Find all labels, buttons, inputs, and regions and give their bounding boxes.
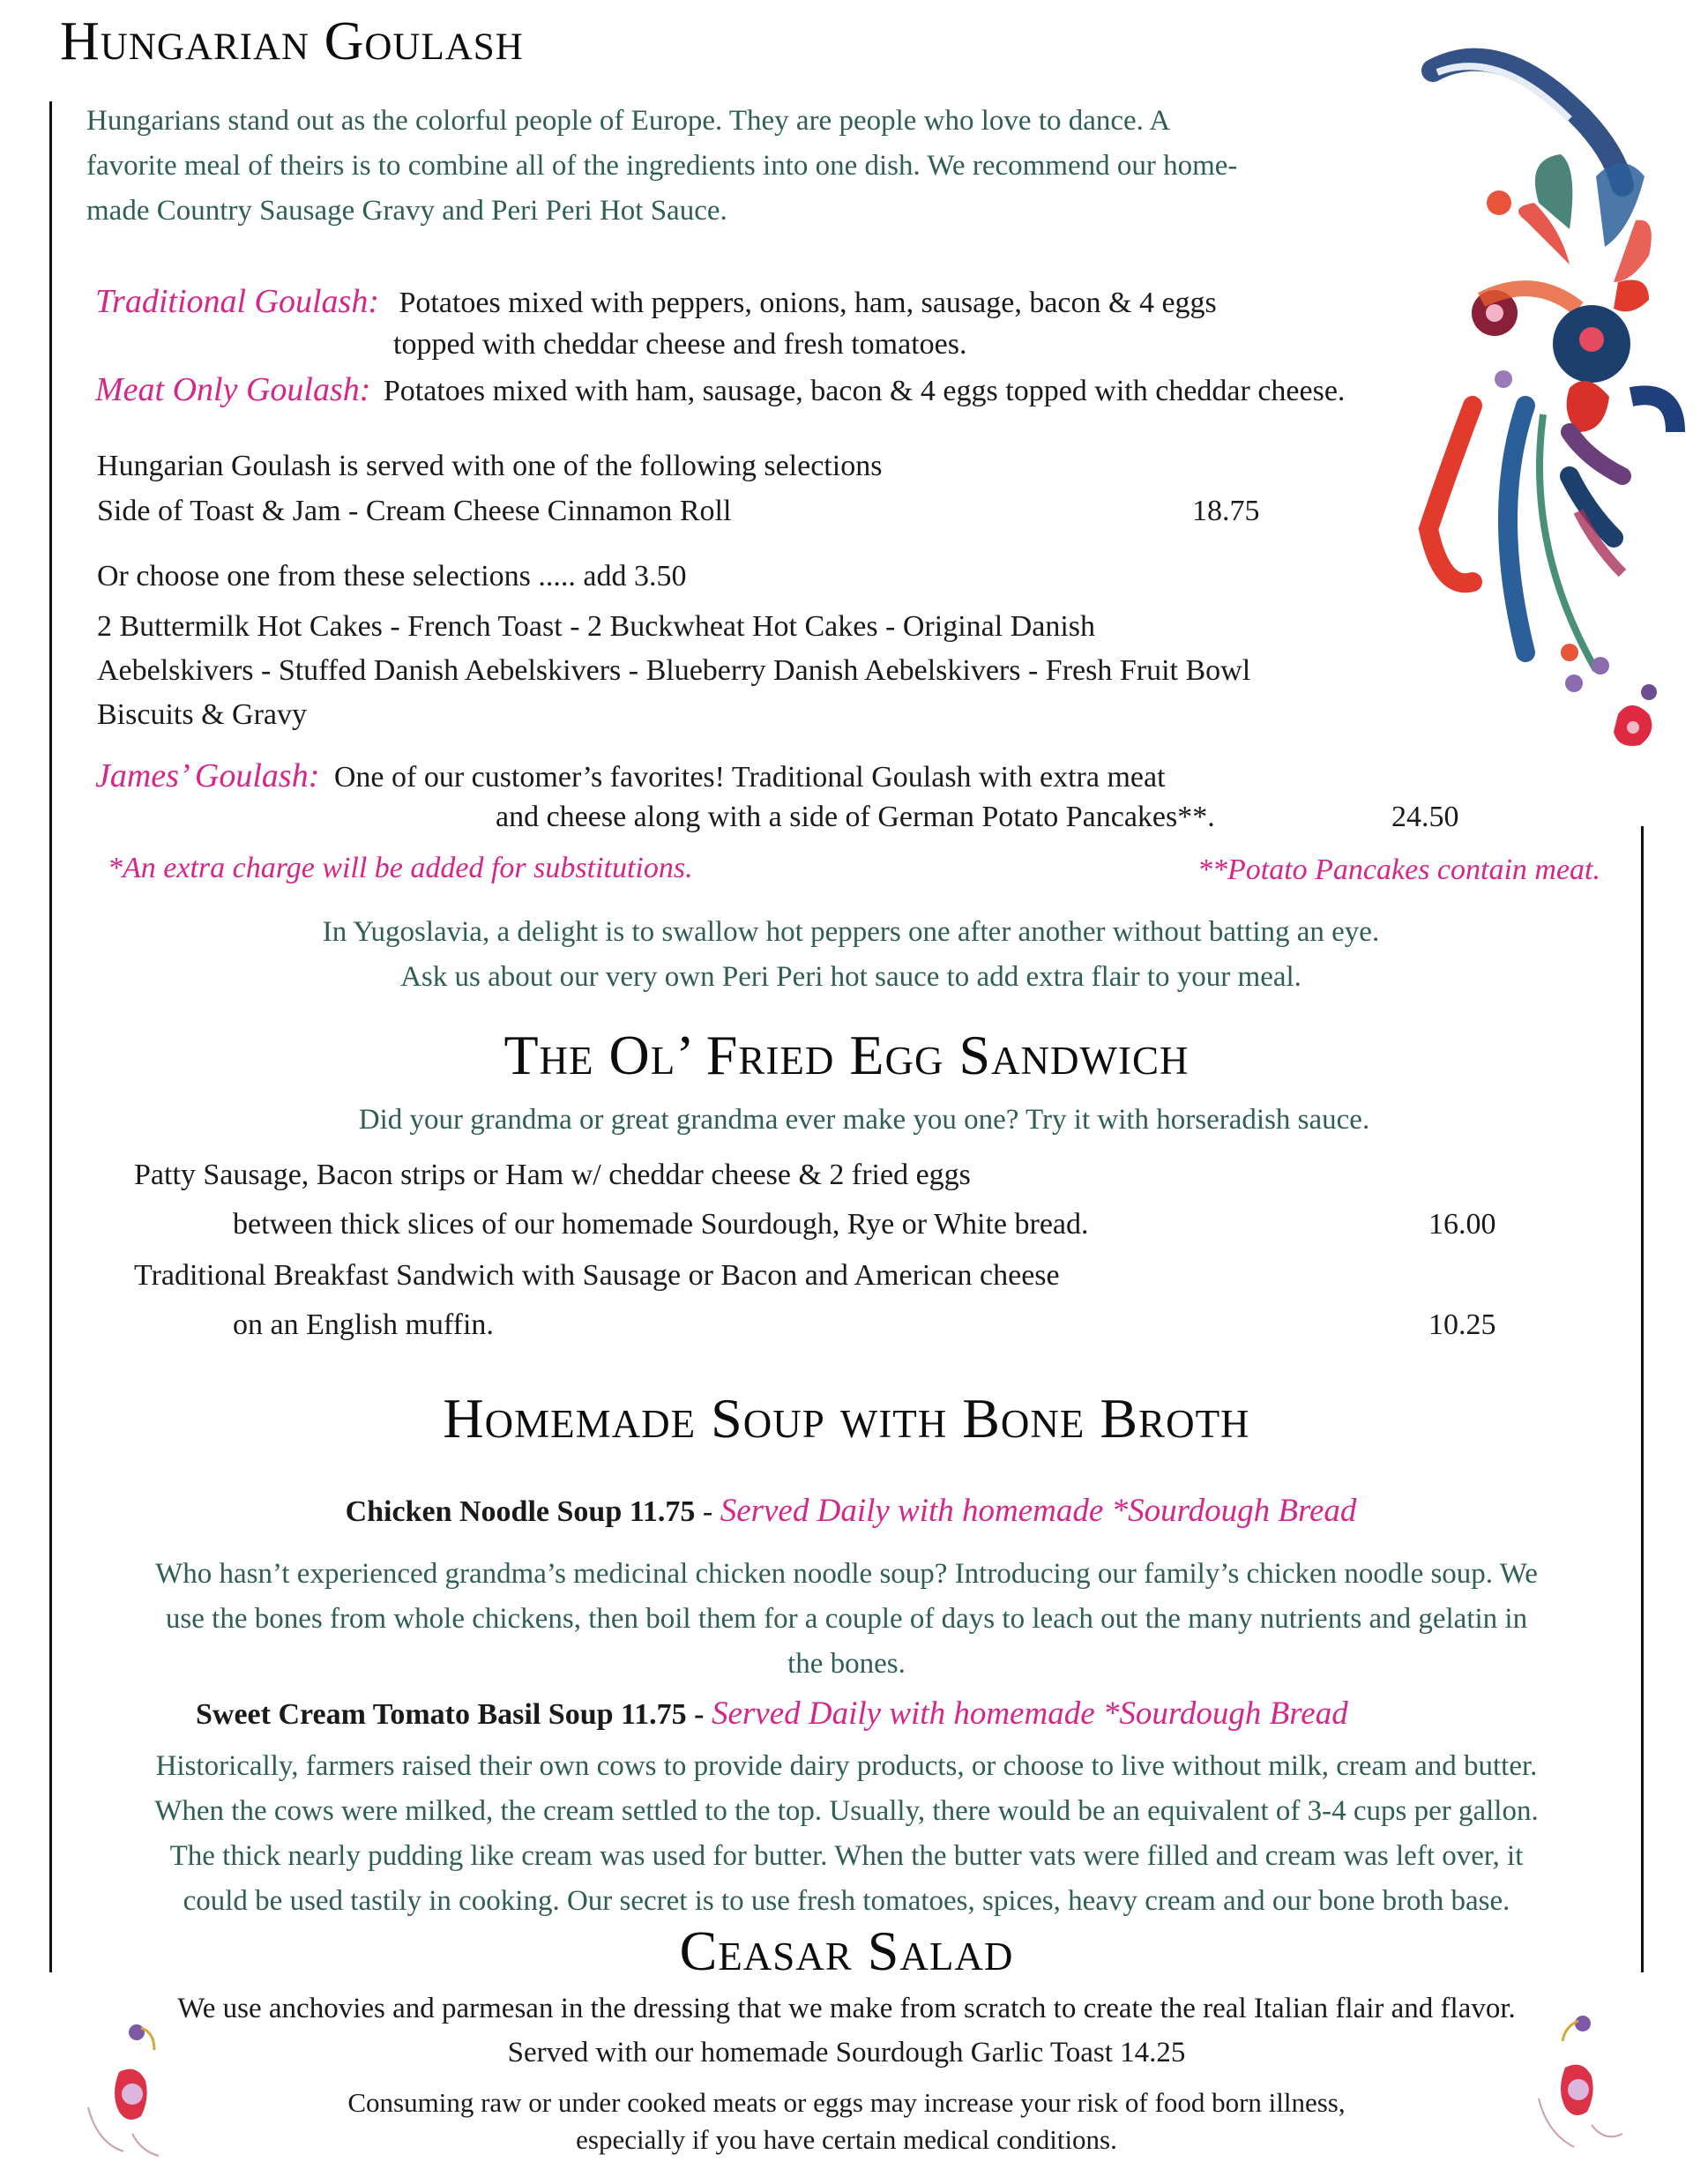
chicken-noodle-soup-header [0,1492,1693,1530]
salad-section-title: Ceasar Salad [679,1919,1014,1982]
soup-section-title: Homemade Soup with Bone Broth [443,1387,1250,1450]
james-goulash-label: James’ Goulash: [95,757,320,794]
traditional-goulash-desc-cont: topped with cheddar cheese and fresh tomatoes. [393,328,967,361]
meat-only-goulash-label: Meat Only Goulash: [95,371,371,408]
yugoslavia-note-line: In Yugoslavia, a delight is to swallow hot peppers one after another without batting an eye. [322,916,1380,948]
tomato-basil-desc-line: The thick nearly pudding like cream was used for butter. When the butter vats were filled and cream was left over, it [169,1840,1524,1872]
goulash-intro-line: made Country Sausage Gravy and Peri Peri Hot Sauce. [86,195,727,227]
egg-sandwich-section-title: The Ol’ Fried Egg Sandwich [503,1024,1190,1086]
egg-sandwich-item-1-price: 16.00 [1428,1208,1496,1241]
traditional-goulash-item [95,282,1217,321]
james-goulash-desc-cont: and cheese along with a side of German Potato Pancakes**. [496,801,1215,833]
meat-only-goulash-item [95,370,1345,409]
chicken-noodle-served: Served Daily with homemade *Sourdough Bread [720,1493,1357,1529]
goulash-intro [86,99,1237,234]
substitution-note: *An extra charge will be added for substitutions. [108,852,693,884]
chicken-noodle-soup-name: Chicken Noodle Soup 11.75 [345,1495,696,1528]
yugoslavia-note [0,910,1693,1000]
chicken-noodle-desc-line: Who hasn’t experienced grandma’s medicinal chicken noodle soup? Introducing our family’s chicken noodle soup. We [155,1558,1538,1590]
egg-sandwich-item-2-price: 10.25 [1428,1308,1496,1341]
james-goulash-item [95,757,1166,795]
or-choose-text: Or choose one from these selections ..... add 3.50 [97,560,687,593]
tomato-basil-desc-line: could be used tastily in cooking. Our secret is to use fresh tomatoes, spices, heavy cream and our bone broth base. [183,1885,1510,1917]
served-with-text: Hungarian Goulash is served with one of the following selections [97,450,883,482]
pancakes-note: **Potato Pancakes contain meat. [1197,853,1601,886]
upgrade-options-line: Aebelskivers - Stuffed Danish Aebelskivers - Blueberry Danish Aebelskivers - Fresh Fruit Bowl [97,654,1251,687]
chicken-noodle-desc-line: the bones. [787,1648,906,1680]
goulash-intro-line: Hungarians stand out as the colorful people of Europe. They are people who love to dance. A [86,105,1171,137]
chicken-noodle-desc [0,1552,1693,1687]
egg-sandwich-tagline: Did your grandma or great grandma ever make you one? Try it with horseradish sauce. [358,1104,1370,1136]
tomato-basil-desc-line: When the cows were milked, the cream settled to the top. Usually, there would be an equivalent of 3-4 cups per gallon. [154,1795,1539,1827]
tomato-basil-desc [0,1744,1693,1924]
yugoslavia-note-line: Ask us about our very own Peri Peri hot sauce to add extra flair to your meal. [400,961,1301,993]
salad-desc: We use anchovies and parmesan in the dressing that we make from scratch to create the real Italian flair and flavor. [177,1993,1516,2024]
rosemaling-flourish-icon [1393,18,1693,776]
tomato-basil-soup-name: Sweet Cream Tomato Basil Soup 11.75 [196,1698,687,1731]
tomato-basil-served: Served Daily with homemade *Sourdough Bread [711,1696,1348,1732]
tomato-basil-soup-header [196,1695,1348,1733]
food-safety-disclaimer [0,2084,1693,2158]
traditional-goulash-label: Traditional Goulash: [95,283,379,320]
egg-sandwich-item-1-desc: between thick slices of our homemade Sourdough, Rye or White bread. [233,1208,1089,1241]
upgrade-options-list [97,605,1250,737]
tomato-basil-desc-line: Historically, farmers raised their own cows to provide dairy products, or choose to live without milk, cream and butter. [155,1750,1538,1782]
goulash-intro-line: favorite meal of theirs is to combine all of the ingredients into one dish. We recommend our home- [86,150,1238,182]
upgrade-options-line: 2 Buttermilk Hot Cakes - French Toast - 2 Buckwheat Hot Cakes - Original Danish [97,610,1096,643]
chicken-noodle-desc-line: use the bones from whole chickens, then boil them for a couple of days to leach out the many nutrients and gelatin in [165,1603,1528,1635]
tomato-basil-separator: - [686,1698,712,1731]
egg-sandwich-item-2: Traditional Breakfast Sandwich with Sausage or Bacon and American cheese [134,1259,1060,1292]
goulash-section-title: Hungarian Goulash [60,11,524,71]
egg-sandwich-item-2-desc: on an English muffin. [233,1308,494,1341]
disclaimer-line: Consuming raw or under cooked meats or eggs may increase your risk of food born illness, [347,2087,1346,2118]
chicken-noodle-separator: - [695,1495,720,1528]
james-goulash-desc: One of our customer’s favorites! Traditional Goulash with extra meat [333,761,1166,794]
disclaimer-line: especially if you have certain medical conditions. [576,2124,1117,2155]
salad-served-price: Served with our homemade Sourdough Garlic Toast 14.25 [507,2037,1186,2068]
meat-only-goulash-desc: Potatoes mixed with ham, sausage, bacon & 4 eggs topped with cheddar cheese. [383,375,1346,407]
egg-sandwich-item-1: Patty Sausage, Bacon strips or Ham w/ cheddar cheese & 2 fried eggs [134,1159,971,1191]
upgrade-options-line: Biscuits & Gravy [97,698,307,731]
side-options-text: Side of Toast & Jam - Cream Cheese Cinnamon Roll [97,495,732,527]
james-goulash-price: 24.50 [1391,801,1459,833]
goulash-price: 18.75 [1192,495,1260,527]
traditional-goulash-desc: Potatoes mixed with peppers, onions, ham, sausage, bacon & 4 eggs [399,287,1217,319]
